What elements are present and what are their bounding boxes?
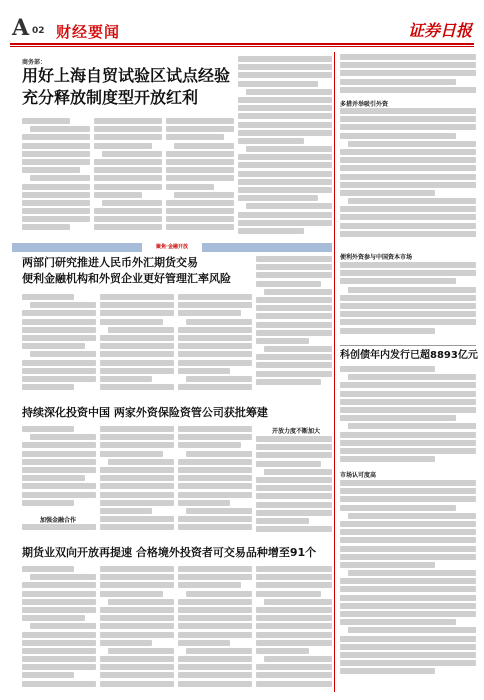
section-title: 财经要闻 bbox=[56, 23, 121, 41]
newspaper-logo: 证券日报 bbox=[407, 21, 472, 40]
story3-subhead-left: 加强金融合作 bbox=[40, 517, 77, 524]
story3-body-col4 bbox=[256, 436, 332, 536]
story3-body-col1b bbox=[22, 524, 96, 536]
story2-body-col1 bbox=[22, 294, 96, 396]
story4-body-col4 bbox=[256, 566, 332, 692]
right-body-4 bbox=[340, 366, 476, 468]
page-header bbox=[10, 16, 474, 42]
story4-body-col3 bbox=[178, 566, 252, 692]
story3-body-col1 bbox=[22, 426, 96, 510]
story2-body-col3 bbox=[178, 294, 252, 396]
story4-headline: 期货业双向开放再提速 合格境外投资者可交易品种增至91个 bbox=[22, 546, 317, 559]
right-subhead-1: 多措并举吸引外资 bbox=[340, 101, 389, 108]
story2-body-col4 bbox=[256, 256, 332, 396]
story4-body-col1 bbox=[22, 566, 96, 692]
story2-headline-line2: 便利金融机构和外贸企业更好管理汇率风险 bbox=[22, 272, 231, 285]
right-section-rule bbox=[340, 345, 476, 346]
right-body-3 bbox=[340, 262, 476, 342]
page-number: 02 bbox=[32, 26, 45, 36]
column-divider bbox=[334, 52, 335, 692]
story3-headline: 持续深化投资中国 两家外资保险资管公司获批筹建 bbox=[22, 406, 268, 419]
header-rule bbox=[10, 43, 474, 45]
right-subhead-2: 便利外资参与中国资本市场 bbox=[340, 254, 413, 261]
page-letter: A bbox=[12, 15, 30, 41]
lead-kicker: 商务部： bbox=[22, 59, 47, 66]
lead-body-col3 bbox=[166, 118, 234, 240]
right-body-top bbox=[340, 54, 476, 98]
story3-subhead-right: 开放力度不断加大 bbox=[272, 428, 321, 435]
lead-headline-line2: 充分释放制度型开放红利 bbox=[22, 88, 199, 107]
right-body-5 bbox=[340, 480, 476, 692]
lead-body-col2 bbox=[94, 118, 162, 240]
story2-body-col2 bbox=[100, 294, 174, 396]
right-body-2 bbox=[340, 108, 476, 248]
lead-headline-line1: 用好上海自贸试验区试点经验 bbox=[22, 66, 231, 85]
right-subhead-3: 市场认可度高 bbox=[340, 472, 377, 479]
story2-headline-line1: 两部门研究推进人民币外汇期货交易 bbox=[22, 256, 198, 269]
story4-body-col2 bbox=[100, 566, 174, 692]
lead-body-col1 bbox=[22, 118, 90, 240]
header-rule-thin bbox=[10, 46, 474, 47]
lead-body-col4 bbox=[238, 56, 332, 240]
story3-body-col3 bbox=[178, 426, 252, 536]
right-headline: 科创债年内发行已超8893亿元 bbox=[340, 350, 478, 361]
story3-body-col2 bbox=[100, 426, 174, 536]
section-banner-label: 聚焦·金融开放 bbox=[142, 243, 202, 252]
